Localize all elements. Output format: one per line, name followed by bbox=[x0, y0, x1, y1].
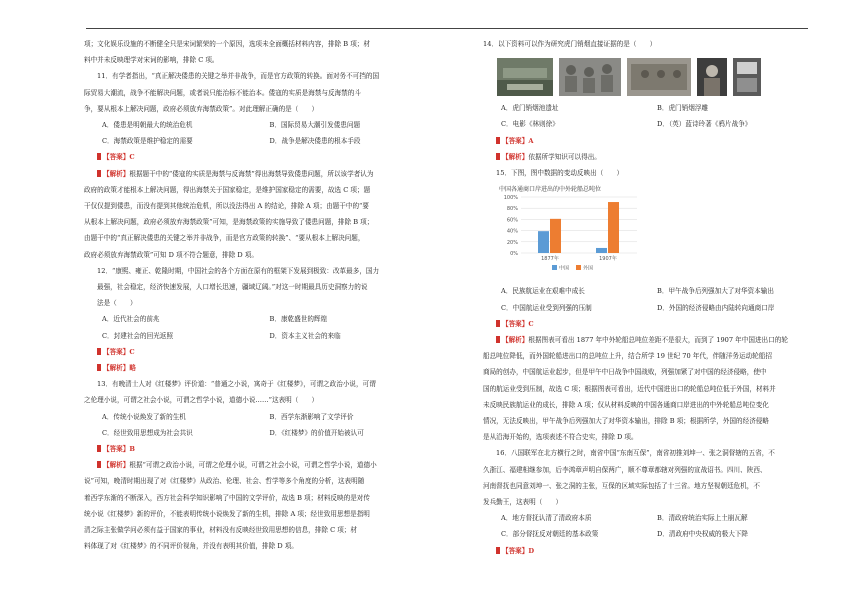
marker-bar bbox=[496, 320, 500, 327]
bar-中国-1907年 bbox=[596, 248, 607, 253]
question-stem: 15．下图，图中数据的变动反映出（ ） bbox=[496, 169, 624, 178]
option-d: D．战争是解决倭患的根本手段 bbox=[269, 137, 361, 146]
option-d: D．《红楼梦》的价值开始被认可 bbox=[269, 428, 364, 437]
bar-外国-1907年 bbox=[608, 202, 619, 253]
option-c: C．部分督抚反对朝廷的基本政策 bbox=[501, 530, 599, 539]
question-stem: 河南督抚也同意刘坤一、张之洞的主张，互保的区域实际包括了十三省。地方坚视朝廷危机，不 bbox=[483, 481, 760, 490]
options-row bbox=[84, 425, 437, 441]
option-d: D．资本主义社会的来临 bbox=[269, 331, 341, 340]
legend-swatch bbox=[576, 265, 581, 270]
question-11 bbox=[84, 68, 437, 262]
option-a: A．地方督抚认清了清政府本质 bbox=[501, 514, 592, 523]
tonnage-bar-chart bbox=[497, 183, 647, 273]
option-a: A．近代社会的前兆 bbox=[102, 315, 160, 324]
analysis-label: 【解析】略 bbox=[84, 360, 437, 376]
option-b: B．清政府统治实际上土崩瓦解 bbox=[657, 514, 748, 523]
question-stem: 之伦理小说，可谓之社会小说，可谓之哲学小说，道德小说……”这表明（ ） bbox=[84, 396, 319, 405]
answer-label: 【答案】C bbox=[84, 344, 437, 360]
answer-label: 【答案】B bbox=[84, 441, 437, 457]
options-row bbox=[84, 311, 437, 327]
answer-label: 【答案】A bbox=[483, 133, 813, 149]
options-row bbox=[483, 116, 813, 132]
analysis-line: 着西学东渐的不断深入，西方社会科学知识影响了中国的文学评价，故选 B 项；材料反映的是对传 bbox=[84, 493, 370, 502]
marker-bar bbox=[97, 364, 101, 371]
analysis-line: 情况，无法反映出，甲午战争后列强加大了对华资本输出，排除 B 项；根据所学，外国的经济侵略 bbox=[483, 417, 769, 426]
header-rule bbox=[86, 28, 808, 29]
question-stem: 际贸易大潮流，战争不能解决问题，或者说只能治标不能治本。倭寇的实质是海禁与反海禁的斗 bbox=[84, 88, 361, 97]
option-d: D．清政府中央权威的极大下降 bbox=[657, 530, 749, 539]
marker-bar bbox=[97, 153, 101, 160]
analysis-line: 政府的政策才能根本上解决问题，得出海禁关于国家稳定，是维护国家稳定的需要，故选 C 项；题 bbox=[84, 185, 371, 194]
option-b: B．甲午战争后列强加大了对华资本输出 bbox=[657, 287, 774, 296]
question-stem: 12．“康熙、雍正、乾隆时期，中国社会的各个方面在原有的框架下发展到极致：改革最多，国力 bbox=[97, 266, 380, 275]
analysis-line: 料体现了对《红楼梦》的不同评价视角，并没有表明其价值，排除 D 项。 bbox=[84, 542, 298, 551]
continued-line: 项；文化娱乐设施的不断健全只是宋词繁荣的一个原因，选项未全面概括材料内容，排除 B 项；材 bbox=[84, 40, 370, 48]
photo-carved-wall bbox=[627, 58, 691, 96]
analysis-line: 船总吨位降低，而外国轮船进出口的总吨位上升，结合所学 19 世纪 70 年代，伴随洋务运动轮船招 bbox=[483, 352, 772, 361]
marker-bar bbox=[97, 170, 101, 177]
option-a: A．传统小说焕发了新的生机 bbox=[102, 412, 186, 421]
y-tick-label: 0% bbox=[510, 251, 518, 258]
y-tick-label: 100% bbox=[503, 195, 518, 202]
question-stem: 11．有学者指出，“真正解决倭患的关键之举并非战争，而是官方政策的转换。面对务不可挡的国 bbox=[97, 72, 380, 81]
marker-bar bbox=[97, 348, 101, 355]
y-tick-label: 20% bbox=[506, 240, 518, 247]
option-c: C．封建社会的回光返照 bbox=[102, 331, 173, 340]
analysis: 【解析】根据“可谓之政治小说，可谓之伦理小说，可谓之社会小说，可谓之哲学小说，道德小 bbox=[84, 457, 437, 473]
legend-label: 外国 bbox=[583, 265, 594, 272]
left-column bbox=[84, 36, 437, 555]
analysis-line: 由题干中的“真正解决倭患的关键之举并非战争，而是官方政策的转换”、“要从根本上解决问题， bbox=[84, 234, 365, 243]
question-13 bbox=[84, 376, 437, 554]
marker-bar bbox=[496, 547, 500, 554]
answer-label: 【答案】C bbox=[84, 149, 437, 165]
right-column bbox=[483, 36, 813, 559]
image-strip bbox=[483, 58, 813, 96]
x-tick-label: 1907年 bbox=[599, 256, 617, 263]
question-stem: 法是（ ） bbox=[97, 299, 137, 308]
y-tick-label: 80% bbox=[506, 206, 518, 213]
question-stem: 争，要从根本上解决问题，政府必须放弃海禁政策”。对此理解正确的是（ ） bbox=[84, 104, 319, 113]
option-d: D．外国的经济侵略由内陆转向通商口岸 bbox=[657, 303, 775, 312]
option-a: A．倭患是明朝最大的统治危机 bbox=[102, 121, 193, 130]
option-c: C．电影《林则徐》 bbox=[501, 120, 559, 129]
analysis-line: 说”可知，晚清时期出现了对《红楼梦》从政治、伦理、社会、哲学等多个角度的分析，这表明随 bbox=[84, 477, 365, 486]
question-15 bbox=[483, 165, 813, 445]
marker-bar bbox=[496, 336, 500, 343]
question-12 bbox=[84, 263, 437, 376]
option-a: A．民族航运业在艰难中成长 bbox=[501, 287, 585, 296]
legend-swatch bbox=[552, 265, 557, 270]
options-row bbox=[84, 133, 437, 149]
answer-label: 【答案】D bbox=[483, 543, 813, 559]
analysis-line: 商局的创办，中国航运业起步，但是甲午中日战争中国战败，列强加紧了对中国的经济侵略，使中 bbox=[483, 368, 767, 377]
options-row bbox=[84, 328, 437, 344]
options-row bbox=[483, 526, 813, 542]
option-b: B．虎门销烟浮雕 bbox=[657, 104, 709, 113]
options-row bbox=[84, 409, 437, 425]
marker-bar bbox=[97, 461, 101, 468]
option-c: C．海禁政策是维护稳定的需要 bbox=[102, 137, 193, 146]
option-b: B．西学东渐影响了文学评价 bbox=[269, 412, 354, 421]
option-b: B．国际贸易大潮引发倭患问题 bbox=[269, 121, 361, 130]
bar-中国-1877年 bbox=[538, 231, 549, 253]
option-b: B．康乾盛世的辉煌 bbox=[269, 315, 328, 324]
photo-relief-sculpture bbox=[559, 58, 621, 96]
analysis-line: 是从沿海开始的，选项表述不符合史实，排除 D 项。 bbox=[483, 433, 638, 442]
x-tick-label: 1877年 bbox=[541, 256, 559, 263]
option-c: C．中国航运业受到列强的压制 bbox=[501, 303, 592, 312]
question-14 bbox=[483, 36, 813, 165]
photo-book-cover bbox=[733, 58, 761, 96]
analysis: 【解析】依据所学知识可以得出。 bbox=[483, 149, 813, 165]
options-row bbox=[483, 510, 813, 526]
analysis-line: 从根本上解决问题，政府必须放弃海禁政策”可知，是海禁政策的实施导致了倭患问题，排除 B 项； bbox=[84, 218, 374, 227]
question-stem: 最强，社会稳定，经济快速发展，人口增长迅速，疆域辽阔。”对这一时期最具历史洞察力的说 bbox=[97, 283, 368, 292]
question-stem: 16．八国联军在北方横行之时，南省中国“东南互保”，南省初推刘坤一、张之洞督辖的五省，不 bbox=[496, 449, 775, 458]
analysis-line: 政府必须放弃海禁政策”可知 D 项不符合题意，排除 D 项。 bbox=[84, 250, 258, 259]
options-row bbox=[483, 100, 813, 116]
options-row bbox=[84, 117, 437, 133]
analysis: 【解析】根据图表可看出 1877 年中外轮船总吨位差距不是很大，而到了 1907 年中国进出口的轮 bbox=[483, 332, 813, 348]
marker-bar bbox=[496, 153, 500, 160]
question-stem: 久浙江、福建相继参加，后李鸿章声明自保两广，顺不尊章都辖对列强的宣战诏书。四川、陕西、 bbox=[483, 465, 767, 474]
marker-bar bbox=[97, 445, 101, 452]
question-stem: 发兵勤王，这表明（ ） bbox=[483, 498, 563, 507]
photo-film-still bbox=[697, 58, 727, 96]
y-tick-label: 40% bbox=[506, 228, 518, 235]
photo-pool-ruins bbox=[497, 58, 553, 96]
question-16 bbox=[483, 445, 813, 558]
options-row bbox=[483, 283, 813, 299]
analysis-line: 干仅仅提到倭患，而没有提到其他统治危机，所以没法得出 A 的结论，排除 A 项；由题干中的“要 bbox=[84, 202, 370, 211]
bar-外国-1877年 bbox=[550, 219, 561, 253]
legend-label: 中国 bbox=[559, 265, 570, 272]
answer-label: 【答案】C bbox=[483, 316, 813, 332]
option-a: A．虎门销烟池遗址 bbox=[501, 104, 559, 113]
analysis-line: 统小说《红楼梦》新的评价，不能表明传统小说焕发了新的生机，排除 A 项；经世致用思想是指明 bbox=[84, 509, 370, 518]
option-d: D．（英）蓝诗玲著《鸦片战争》 bbox=[657, 120, 752, 129]
analysis: 【解析】根据题干中的“倭寇的实质是海禁与反海禁”得出海禁导致倭患问题，所以该学者认为 bbox=[84, 166, 437, 182]
y-tick-label: 60% bbox=[506, 217, 518, 224]
analysis-line: 国的航运业受到压制，故选 C 项；根据图表可看出，近代中国进出口的轮船总吨位低于外国，材料并 bbox=[483, 384, 776, 393]
chart-title: 中国各通商口岸进出的中外轮船总吨位 bbox=[499, 186, 602, 194]
question-stem: 13．有晚清士人对《红楼梦》评价道：“普通之小说，寓奇于《红楼梦》，可谓之政治小说，可谓 bbox=[97, 380, 376, 389]
analysis-line: 未反映民族航运业的成长，排除 A 项；仅从材料反映的中国各通商口岸进出的中外轮船总吨位变化 bbox=[483, 400, 769, 409]
option-c: C．经世致用思想成为社会共识 bbox=[102, 428, 193, 437]
analysis-line: 清之际主张做学问必须有益于国家的事业，材料没有反映经世致用思想的信息，排除 C 项；材 bbox=[84, 526, 357, 535]
question-stem: 14．以下资料可以作为研究虎门销烟直接证据的是（ ） bbox=[483, 40, 657, 48]
options-row bbox=[483, 300, 813, 316]
continued-line: 料中并未反映理学对宋词的影响，排除 C 项。 bbox=[84, 56, 219, 65]
marker-bar bbox=[496, 137, 500, 144]
